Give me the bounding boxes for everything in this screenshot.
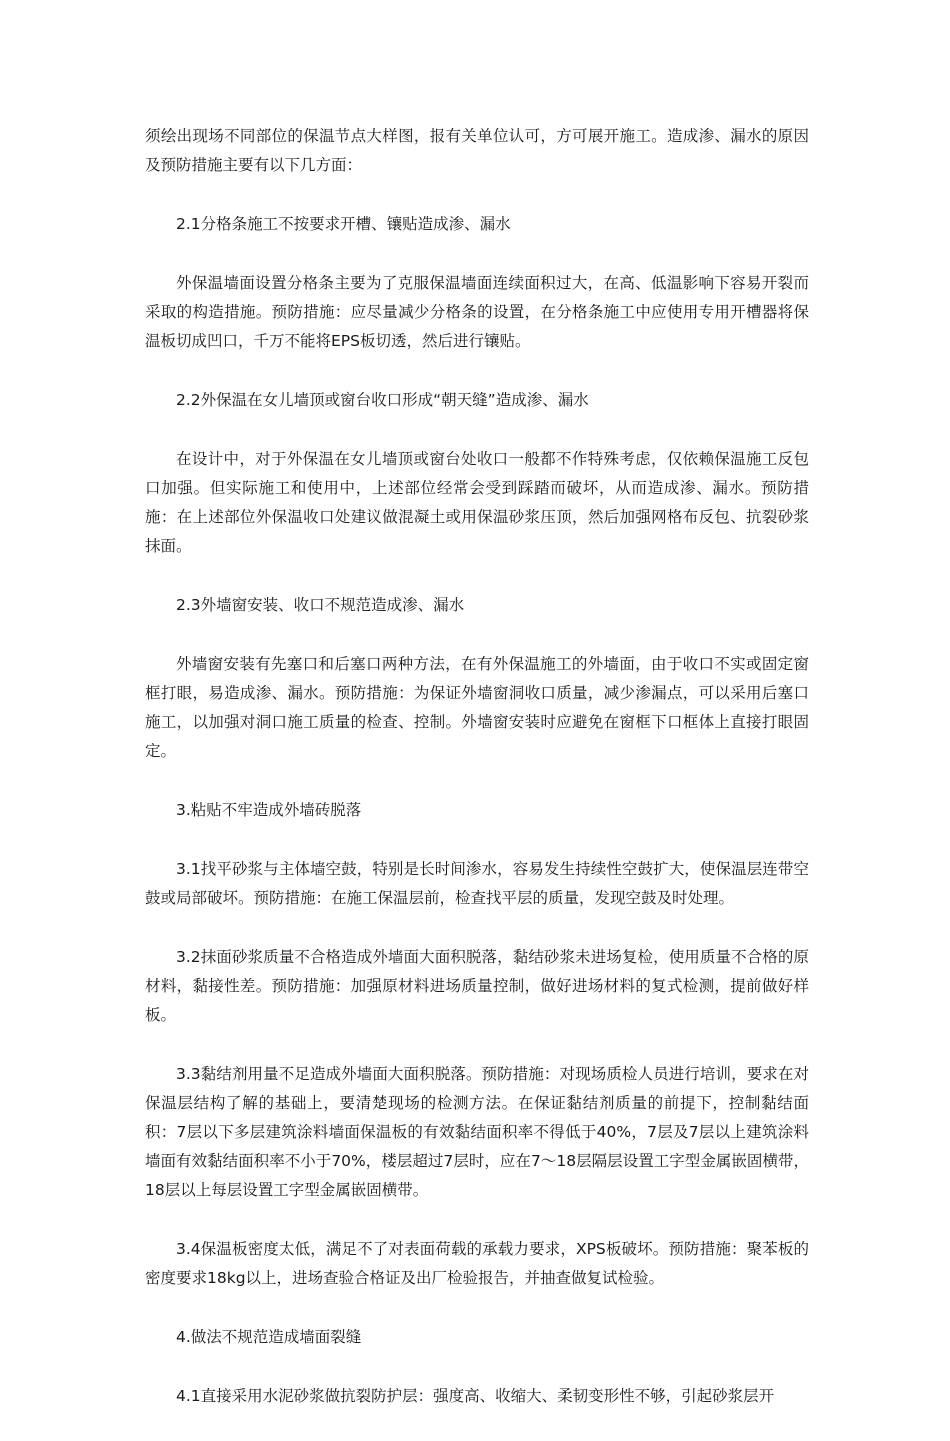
heading-2-3: 2.3外墙窗安装、收口不规范造成渗、漏水 [176, 596, 465, 614]
heading-2-2: 2.2外保温在女儿墙顶或窗台收口形成“朝天缝”造成渗、漏水 [176, 391, 589, 409]
paragraph-intro: 须绘出现场不同部位的保温节点大样图，报有关单位认可，方可展开施工。造成渗、漏水的原因及预防措施主要有以下几方面： [145, 127, 809, 174]
heading-2-1: 2.1分格条施工不按要求开槽、镶贴造成渗、漏水 [176, 215, 511, 233]
paragraph-4-1: 4.1直接采用水泥砂浆做抗裂防护层：强度高、收缩大、柔韧变形性不够，引起砂浆层开 [176, 1387, 775, 1405]
paragraph-2-2: 在设计中，对于外保温在女儿墙顶或窗台处收口一般都不作特殊考虑，仅依赖保温施工反包口加强。但实际施工和使用中，上述部位经常会受到踩踏而破坏，从而造成渗、漏水。预防措施：在上述部位外保温收口处建议做混凝土或用保温砂浆压顶，然后加强网格布反包、抗裂砂浆抹面。 [145, 450, 809, 555]
paragraph-3-3: 3.3黏结剂用量不足造成外墙面大面积脱落。预防措施：对现场质检人员进行培训，要求在对保温层结构了解的基础上，要清楚现场的检测方法。在保证黏结剂质量的前提下，控制黏结面积：7层以下多层建筑涂料墙面保温板的有效黏结面积率不得低于40%，7层及7层以上建筑涂料墙面有效黏结面积率不小于70%，楼层超过7层时，应在7～18层隔层设置工字型金属嵌固横带，18层以上每层设置工字型金属嵌固横带。 [145, 1065, 809, 1199]
paragraph-3-1: 3.1找平砂浆与主体墙空鼓，特别是长时间渗水，容易发生持续性空鼓扩大，使保温层连带空鼓或局部破坏。预防措施：在施工保温层前，检查找平层的质量，发现空鼓及时处理。 [145, 860, 809, 907]
paragraph-3-4: 3.4保温板密度太低，满足不了对表面荷载的承载力要求，XPS板破坏。预防措施：聚苯板的密度要求18kg以上，进场查验合格证及出厂检验报告，并抽查做复试检验。 [145, 1240, 809, 1287]
paragraph-2-3: 外墙窗安装有先塞口和后塞口两种方法，在有外保温施工的外墙面，由于收口不实或固定窗框打眼，易造成渗、漏水。预防措施：为保证外墙窗洞收口质量，减少渗漏点，可以采用后塞口施工，以加强对洞口施工质量的检查、控制。外墙窗安装时应避免在窗框下口框体上直接打眼固定。 [145, 655, 809, 760]
paragraph-3-2: 3.2抹面砂浆质量不合格造成外墙面大面积脱落，黏结砂浆未进场复检，使用质量不合格的原材料，黏接性差。预防措施：加强原材料进场质量控制，做好进场材料的复式检测，提前做好样板。 [145, 948, 809, 1024]
heading-3: 3.粘贴不牢造成外墙砖脱落 [176, 801, 362, 819]
heading-4: 4.做法不规范造成墙面裂缝 [176, 1328, 362, 1346]
paragraph-2-1: 外保温墙面设置分格条主要为了克服保温墙面连续面积过大，在高、低温影响下容易开裂而采取的构造措施。预防措施：应尽量减少分格条的设置，在分格条施工中应使用专用开槽器将保温板切成凹口，千万不能将EPS板切透，然后进行镶贴。 [145, 274, 809, 350]
document-page [145, 122, 809, 1441]
